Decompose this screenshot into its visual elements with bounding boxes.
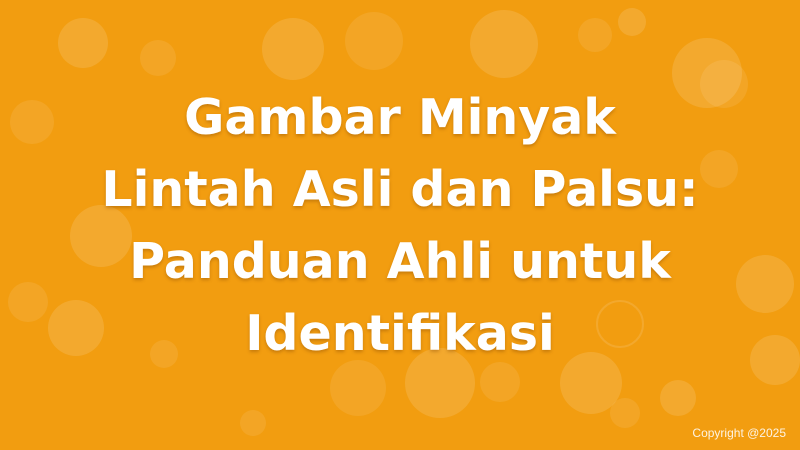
- bokeh-circle: [262, 18, 324, 80]
- bokeh-circle: [345, 12, 403, 70]
- bokeh-circle: [58, 18, 108, 68]
- bokeh-circle: [140, 40, 176, 76]
- title-line-2: Lintah Asli dan Palsu:: [101, 161, 699, 218]
- bokeh-circle: [610, 398, 640, 428]
- bokeh-circle: [660, 380, 696, 416]
- bokeh-circle: [470, 10, 538, 78]
- title-line-4: Identifikasi: [245, 305, 555, 362]
- title-line-3: Panduan Ahli untuk: [129, 233, 671, 290]
- bokeh-circle: [578, 18, 612, 52]
- copyright-text: Copyright @2025: [692, 426, 786, 440]
- title-line-1: Gambar Minyak: [184, 89, 616, 146]
- bokeh-circle: [240, 410, 266, 436]
- bokeh-circle: [618, 8, 646, 36]
- page-title: [40, 82, 760, 370]
